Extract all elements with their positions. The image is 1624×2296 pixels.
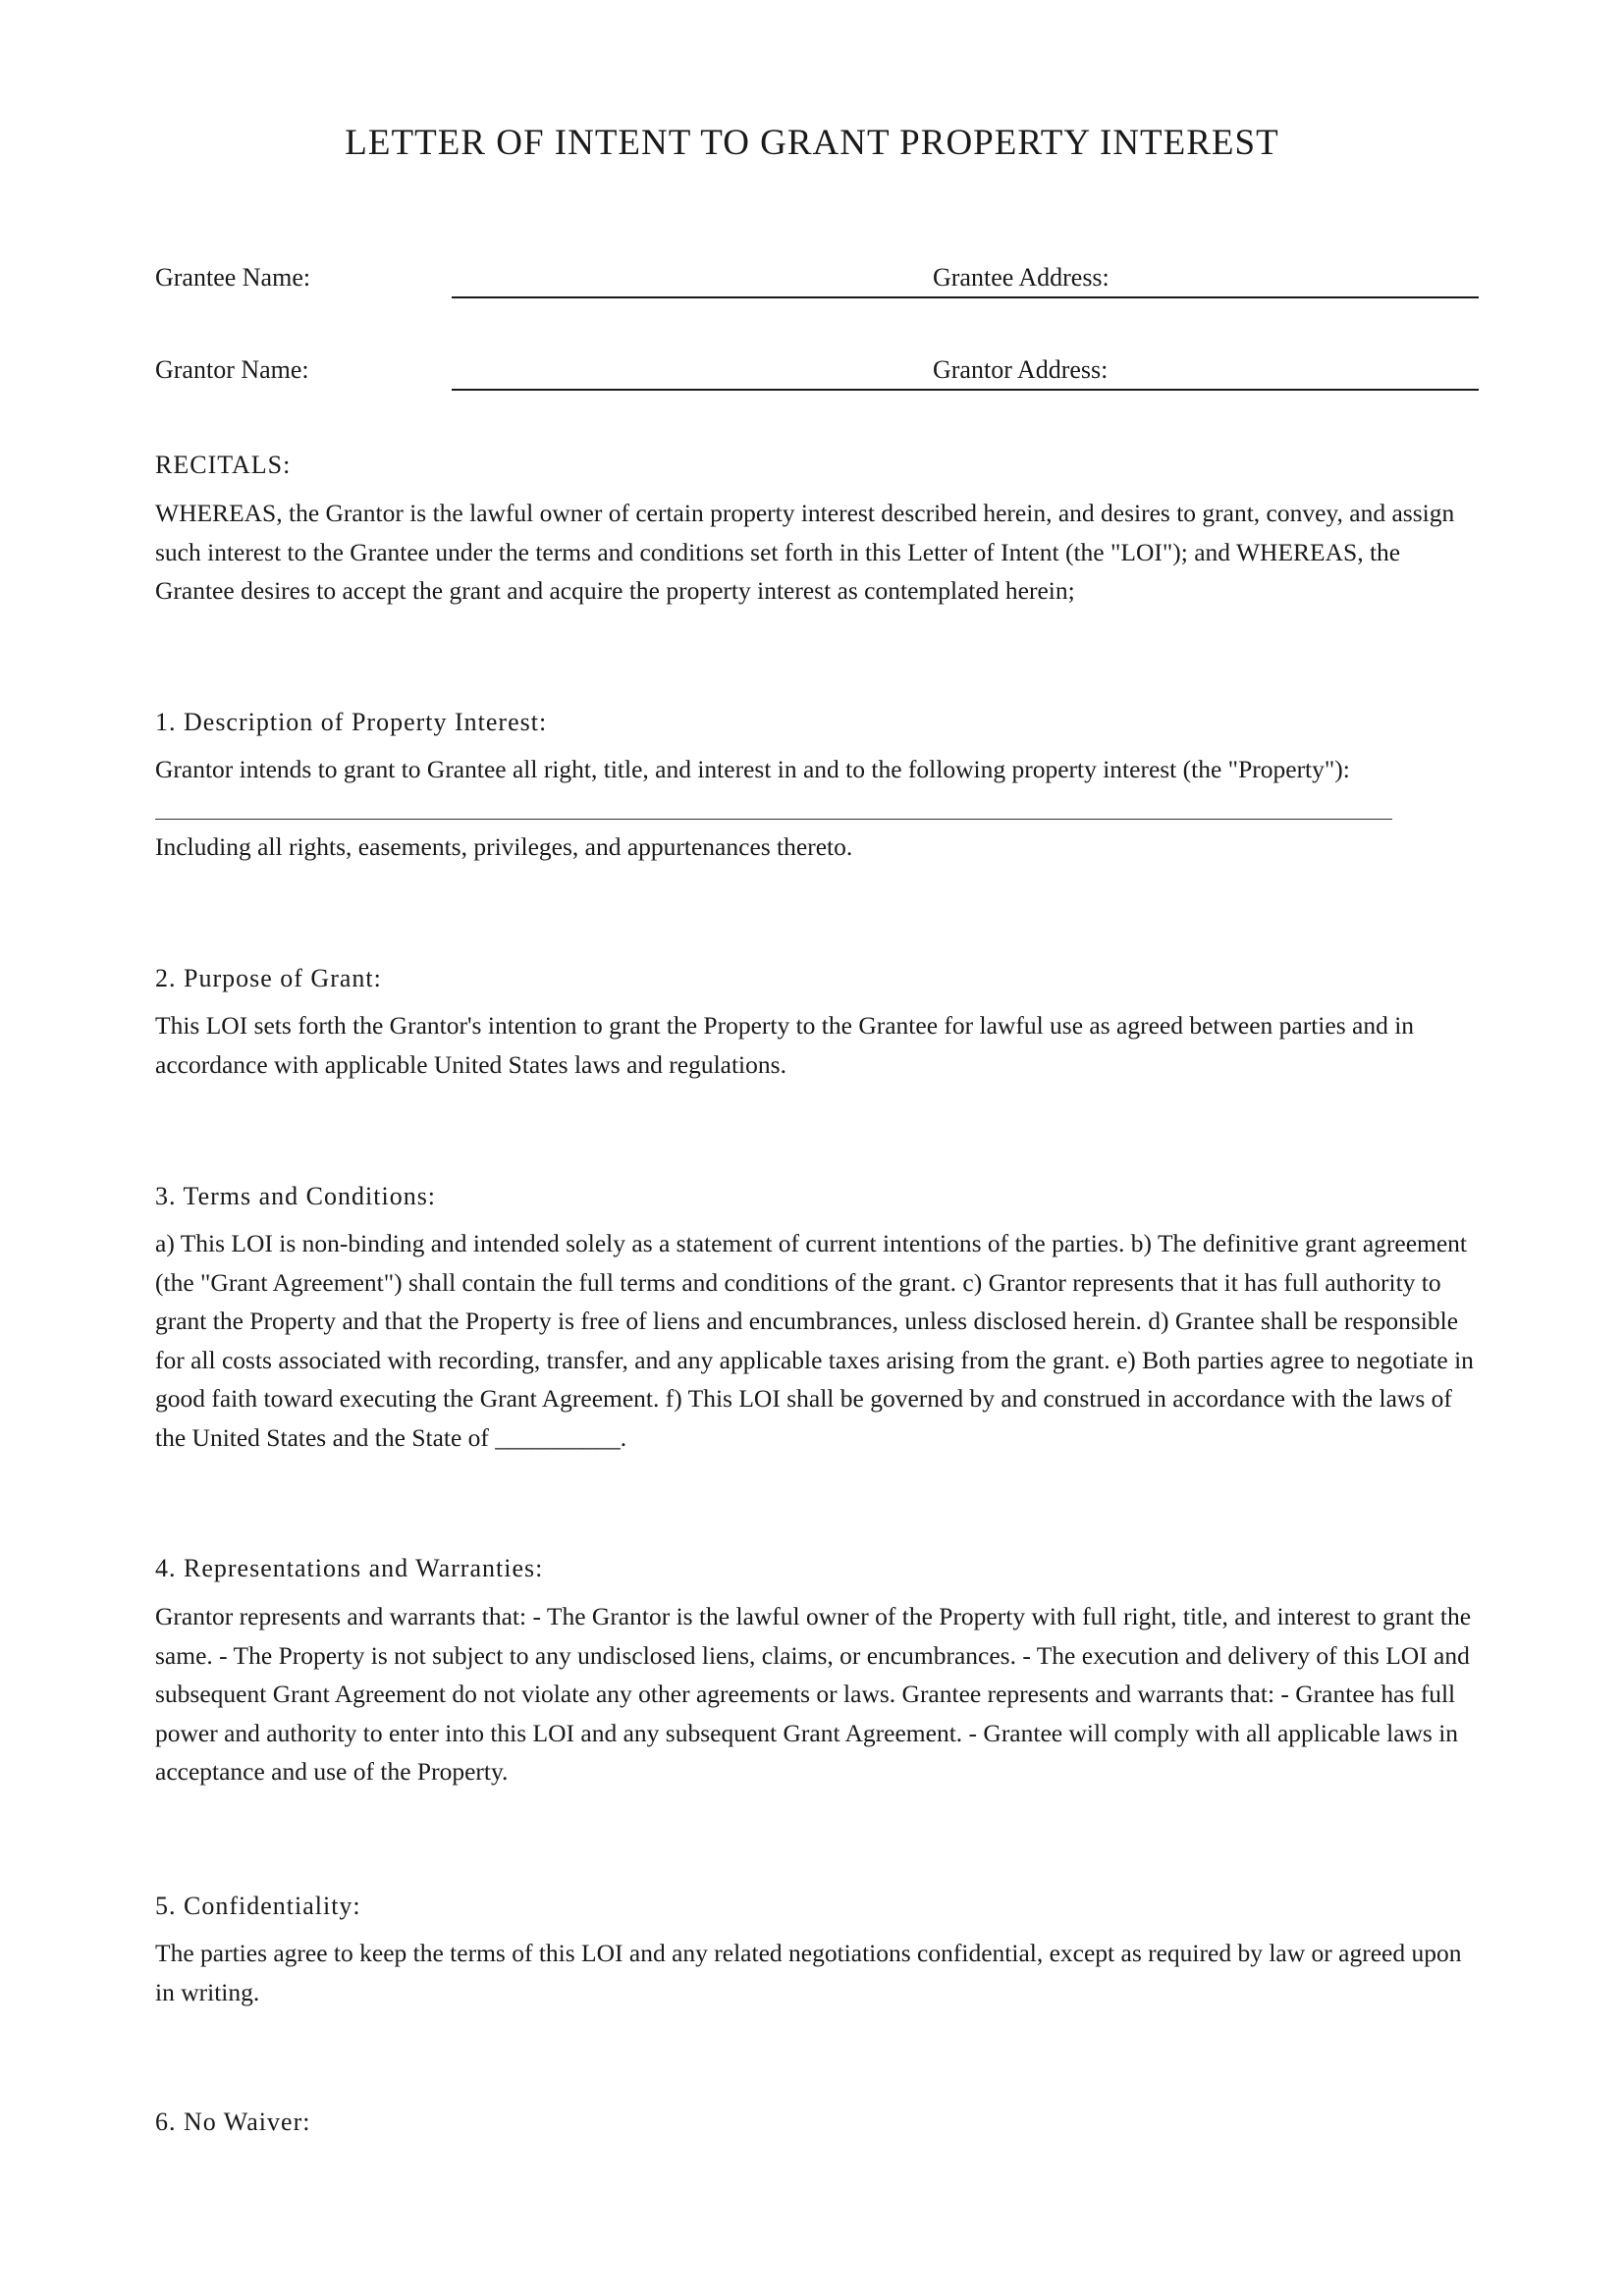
- property-description-blank[interactable]: [155, 819, 1392, 820]
- grantee-field-row: [155, 260, 1479, 299]
- document-title: LETTER OF INTENT TO GRANT PROPERTY INTEREST: [345, 123, 1279, 163]
- grantor-field-row: [155, 352, 1479, 392]
- section-1-text: Grantor intends to grant to Grantee all right, title, and interest in and to the following property interest (the "Property"):: [155, 755, 1350, 783]
- recitals-heading: RECITALS:: [155, 451, 292, 479]
- grantee-name-label: Grantee Name:: [155, 263, 311, 292]
- grantee-fill-line[interactable]: [452, 296, 1479, 298]
- section-3-heading: 3. Terms and Conditions:: [155, 1182, 437, 1210]
- recitals-text: WHEREAS, the Grantor is the lawful owner of certain property interest described herein, and desires to grant, convey, and assign such interest to the Grantee under the terms and conditions set forth in this Letter of Intent (the "LOI"); and WHEREAS, the Grantee desires to accept the grant and acquire the property interest as contemplated herein;: [155, 499, 1455, 605]
- grantor-address-label: Grantor Address:: [933, 355, 1109, 384]
- grantor-name-label: Grantor Name:: [155, 355, 309, 384]
- section-1-text-after-blank: Including all rights, easements, privileges, and appurtenances thereto.: [155, 832, 853, 861]
- section-4-text: Grantor represents and warrants that: - The Grantor is the lawful owner of the Property with full right, title, and interest to grant the same. - The Property is not subject to any undisclosed liens, claims, or encumbrances. - The execution and delivery of this LOI and subsequent Grant Agreement do not violate any other agreements or laws. Grantee represents and warrants that: - Grantee has full power and authority to enter into this LOI and any subsequent Grant Agreement. - Grantee will comply with all applicable laws in acceptance and use of the Property.: [155, 1602, 1472, 1786]
- section-2-text: This LOI sets forth the Grantor's intention to grant the Property to the Grantee for lawful use as agreed between parties and in accordance with applicable United States laws and regulations.: [155, 1011, 1415, 1079]
- section-5-heading: 5. Confidentiality:: [155, 1892, 361, 1920]
- section-5-text: The parties agree to keep the terms of this LOI and any related negotiations confidential, except as required by law or agreed upon in writing.: [155, 1939, 1462, 2006]
- section-2-heading: 2. Purpose of Grant:: [155, 964, 382, 992]
- section-3-text: a) This LOI is non-binding and intended solely as a statement of current intentions of the parties. b) The definitive grant agreement (the "Grant Agreement") shall contain the full terms and conditions of the grant. c) Grantor represents that it has full authority to grant the Property and that the Property is free of liens and encumbrances, unless disclosed herein. d) Grantee shall be responsible for all costs associated with recording, transfer, and any applicable taxes arising from the grant. e) Both parties agree to negotiate in good faith toward executing the Grant Agreement. f) This LOI shall be governed by and construed in accordance with the laws of the United States and the State of __________.: [155, 1229, 1474, 1452]
- grantor-fill-line[interactable]: [452, 389, 1479, 391]
- grantee-address-label: Grantee Address:: [933, 263, 1110, 292]
- section-1-heading: 1. Description of Property Interest:: [155, 708, 548, 736]
- section-6-heading: 6. No Waiver:: [155, 2108, 311, 2136]
- section-4-heading: 4. Representations and Warranties:: [155, 1554, 544, 1582]
